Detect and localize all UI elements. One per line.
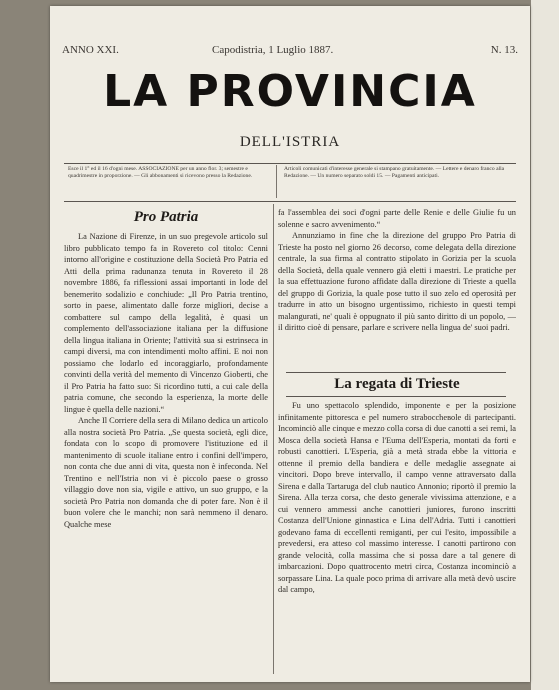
article-continuation (278, 207, 516, 367)
bottom-rule (64, 201, 516, 202)
top-rule (64, 163, 516, 164)
issue-dateline: Capodistria, 1 Luglio 1887. (212, 44, 334, 56)
article-regata (278, 400, 516, 672)
continuation-paragraph-1: fa l'assemblea dei soci d'ogni parte delle Renie e delle Giulie fu un solenne e sacro avvenimento.“ (278, 208, 516, 229)
pro-patria-paragraph-1: La Nazione di Firenze, in un suo pregevole articolo sul libro pubblicato tempo fa in Rovereto col titolo: Cenni intorno all'origine e costituzione della Società Pro Patria ed Atti della prima radunanza tenuta in Rovereto il 28 novembre 1886, fa riflessioni assai importanti in lode del benemerito sodalizio e conchiude: „Il Pro Patria trentino, sorto in paese, alimentato dalle forze migliori, decise a combattere sul campo della legalità, è quasi un complemento dell'associazione italiana per la diffusione della lingua italiana in Oriente; l'attività sua si estrinseca in campi diversi, ma con intendimenti molto affini. E noi non possiamo che lodarlo ed incoraggiarlo, profondamente convinti della verità del memento di Vincenzo Gioberti, che il Pro Patria ha fatto suo: Si ricordino tutti, a cui cale della patria comune, che secondo la esperienza, la morte delle lingue è quella delle nazioni.“ (64, 232, 268, 414)
subscription-right: Articoli comunicati d'interesse generale si stampano gratuitamente. — Lettere e denaro franco alla Redazione. — Un numero separato soldi 15. — Pagamenti anticipati. (284, 166, 505, 179)
newspaper-page (50, 6, 530, 682)
continuation-paragraph-2: Annunziamo in fine che la direzione del gruppo Pro Patria di Trieste ha posto nel giorno 26 decorso, come delegata della direzione centrale, la sua firma al contratto stipolato in Gorizia per la scuola della Società, della quale vennero già eletti i maestri. Le pratiche per la sua effettuazione furono affidate dalla direzione di Trieste a quella del gruppo di Gorizia, la quale pose tutto il suo zelo ed operosità per tradurre in atto un bisogno urgentissimo, richiesto in questi tempi malangurati, ne' quali è oppugnato il più santo diritto di un popolo, — il diritto cioè di pensare, parlare e scrivere nella lingua de' suoi padri. (278, 231, 516, 332)
column-divider (273, 204, 274, 674)
regata-rule-top (286, 372, 506, 373)
article-title-pro-patria: Pro Patria (133, 209, 199, 225)
article-pro-patria (64, 231, 268, 671)
page-edge (531, 0, 559, 690)
masthead-title: LA PROVINCIA (103, 66, 477, 117)
subscription-left: Esce il 1° ed il 16 d'ogni mese. ASSOCIAZIONE per un anno flor. 3; semestre e quadrimestre in proporzione. — Gli abbonamenti si ricevono presso la Redazione. (68, 166, 253, 179)
masthead-subtitle: DELL'ISTRIA (239, 134, 341, 150)
regata-paragraph: Fu uno spettacolo splendido, imponente e per la posizione infinitamente pittoresca e pel numero straboccheвole di partecipanti. Incominciò alle cinque e mezzo colla corsa di due canotti a sei remi, la Mosca della società Hansa e l'Euma dell'Esperia, montati da forti e robusti canottieri. L'Esperia, già a metà strada ebbe la vittoria e ottenne il premio della bandiera e delle medaglie assegnate ai vincitori. Dopo breve intervallo, il campo venne attraversato dalla Sirena e dalla Tartaruga del club nautico Annonio; riportò il premio la Sirena. Alla terza corsa, che desto generale vivissima attenzione, e a cui vennero ammessi anche canottieri juniores, furono inscritti Costanza dell'Unione ginnastica e Lina dell'Adria. Tutti i canottieri godevano fama di eccellenti remiganti, per cui l'esito, impossibile a prevedersi, era atteso col massimo interesse. I canotti partirono con grande velocità, colla massima che si possa dare a tal genere di imbarcazioni. Dopo quattrocento metri circa, Costanza incominciò a sorpassare Lina. La quale poco prima di arrivare alla metà devò uscire dal campo, (278, 401, 516, 594)
issue-number: N. 13. (490, 44, 518, 56)
regata-rule-bottom (286, 396, 506, 397)
pro-patria-paragraph-2: Anche Il Corriere della sera di Milano dedica un articolo alla nostra società Pro Patria. „Se questa società, egli dice, fondata con lo scopo di promovere l'istituzione ed il mantenimento di scuole italiane entro i confini dell'impero, non conta che due anni di vita, questa non è infeconda. Nel Trentino e nell'Istria non vi è piccolo paese o grosso villaggio dove non sia, vigile e attivo, un suo gruppo, e la società Pro Patria non domanda che di poter fare. Non è il buon volere che le manchi; non sarà nemmeno il denaro. Qualche mese (64, 416, 268, 529)
bar-divider (276, 165, 277, 198)
article-title-regata: La regata di Trieste (334, 376, 460, 392)
issue-year: ANNO XXI. (62, 44, 119, 56)
